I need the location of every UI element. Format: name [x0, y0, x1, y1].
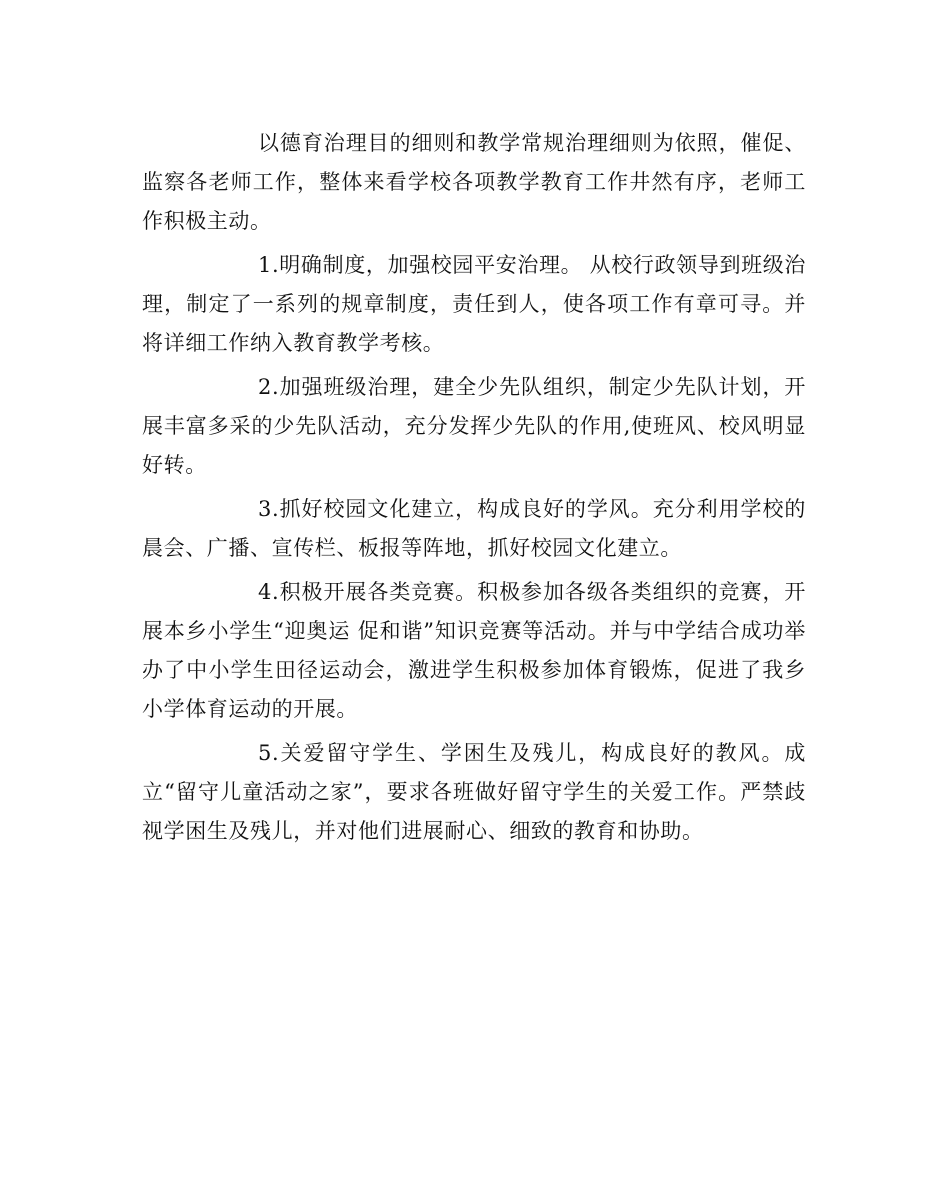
- paragraph-item-2: 2.加强班级治理，建全少先队组织，制定少先队计划，开展丰富多采的少先队活动，充分发挥少先队的作用,使班风、校风明显好转。: [142, 375, 806, 477]
- paragraph-item-3: 3.抓好校园文化建立，构成良好的学风。充分利用学校的晨会、广播、宣传栏、板报等阵地，抓好校园文化建立。: [142, 497, 806, 560]
- paragraph-item-5: 5.关爱留守学生、学困生及残儿，构成良好的教风。成立“留守儿童活动之家”，要求各班做好留守学生的关爱工作。严禁歧视学困生及残儿，并对他们进展耐心、细致的教育和协助。: [142, 741, 806, 843]
- paragraph-intro: 以德育治理目的细则和教学常规治理细则为依照，催促、监察各老师工作，整体来看学校各项教学教育工作井然有序，老师工作积极主动。: [142, 131, 806, 233]
- document-body: [142, 124, 806, 851]
- paragraph-item-4: 4.积极开展各类竞赛。积极参加各级各类组织的竞赛，开展本乡小学生“迎奥运 促和谐”知识竞赛等活动。并与中学结合成功举办了中小学生田径运动会，激进学生积极参加体育锻炼，促进了我乡小学体育运动的开展。: [142, 580, 806, 721]
- paragraph-item-1: 1.明确制度，加强校园平安治理。 从校行政领导到班级治理，制定了一系列的规章制度，责任到人，使各项工作有章可寻。并将详细工作纳入教育教学考核。: [142, 253, 806, 355]
